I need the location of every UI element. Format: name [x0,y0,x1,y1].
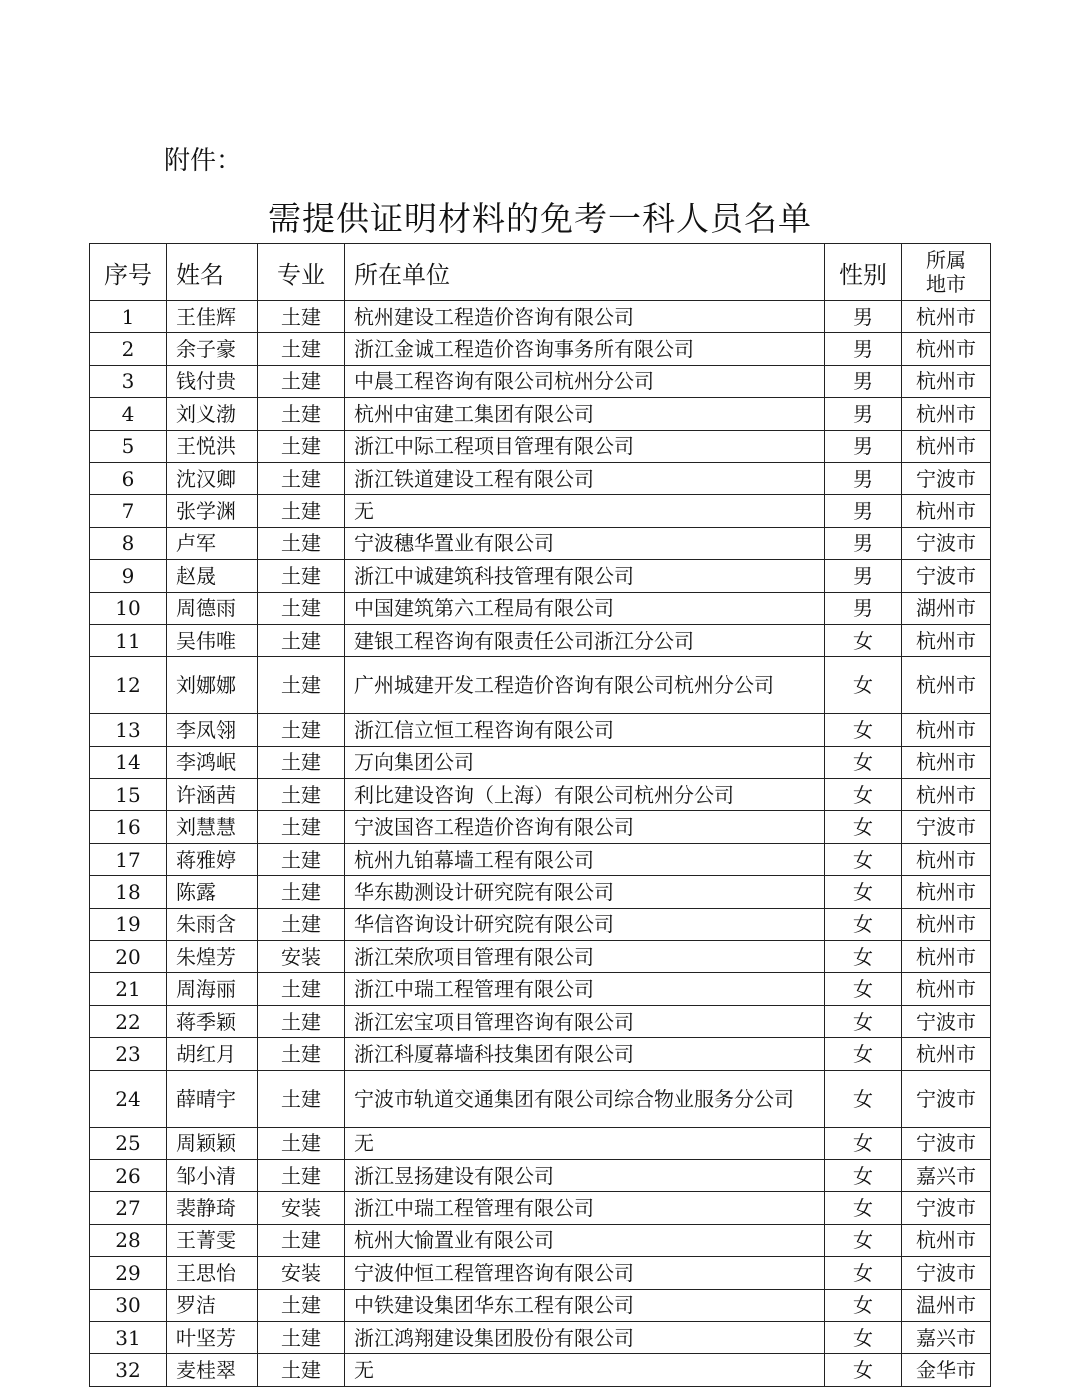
cell-no: 30 [90,1289,167,1321]
table-row [90,301,991,333]
cell-gender: 女 [825,1224,902,1256]
cell-region: 杭州市 [902,1224,991,1256]
cell-major: 土建 [258,301,345,333]
cell-no: 22 [90,1005,167,1037]
table-row [90,1070,991,1127]
cell-major: 土建 [258,365,345,397]
cell-unit: 浙江中际工程项目管理有限公司 [345,430,825,462]
cell-name: 麦桂翠 [167,1354,258,1386]
table-row [90,365,991,397]
cell-name: 叶坚芳 [167,1321,258,1353]
cell-unit: 浙江中瑞工程管理有限公司 [345,973,825,1005]
cell-no: 32 [90,1354,167,1386]
cell-no: 16 [90,811,167,843]
cell-major: 安装 [258,1192,345,1224]
cell-name: 王菁雯 [167,1224,258,1256]
cell-gender: 男 [825,301,902,333]
cell-no: 7 [90,495,167,527]
cell-name: 罗洁 [167,1289,258,1321]
table-row [90,1257,991,1289]
cell-major: 土建 [258,1224,345,1256]
cell-unit: 浙江中瑞工程管理有限公司 [345,1192,825,1224]
cell-no: 5 [90,430,167,462]
cell-unit: 无 [345,495,825,527]
cell-no: 8 [90,527,167,559]
cell-unit: 宁波市轨道交通集团有限公司综合物业服务分公司 [345,1070,825,1127]
cell-name: 王佳辉 [167,301,258,333]
cell-major: 土建 [258,1005,345,1037]
cell-name: 钱付贵 [167,365,258,397]
cell-gender: 男 [825,398,902,430]
cell-gender: 女 [825,973,902,1005]
cell-major: 土建 [258,746,345,778]
cell-major: 土建 [258,624,345,656]
table-row [90,1159,991,1191]
table-row [90,527,991,559]
header-region-line1: 所属 [926,248,966,272]
table-row [90,941,991,973]
cell-region: 宁波市 [902,1005,991,1037]
cell-gender: 女 [825,746,902,778]
cell-gender: 女 [825,1038,902,1070]
cell-name: 吴伟唯 [167,624,258,656]
header-name: 姓名 [167,244,258,301]
cell-gender: 女 [825,843,902,875]
table-row [90,876,991,908]
cell-region: 杭州市 [902,301,991,333]
cell-major: 土建 [258,908,345,940]
cell-no: 29 [90,1257,167,1289]
cell-region: 杭州市 [902,624,991,656]
cell-gender: 男 [825,333,902,365]
cell-gender: 女 [825,1127,902,1159]
cell-unit: 杭州建设工程造价咨询有限公司 [345,301,825,333]
cell-no: 13 [90,714,167,746]
cell-no: 28 [90,1224,167,1256]
header-gender: 性别 [825,244,902,301]
cell-major: 土建 [258,779,345,811]
cell-gender: 女 [825,1070,902,1127]
header-region-line2: 地市 [926,272,966,296]
cell-no: 24 [90,1070,167,1127]
cell-major: 土建 [258,1070,345,1127]
cell-no: 18 [90,876,167,908]
header-region [902,244,991,301]
cell-gender: 女 [825,1192,902,1224]
cell-name: 赵晟 [167,560,258,592]
cell-name: 王悦洪 [167,430,258,462]
cell-region: 宁波市 [902,1257,991,1289]
cell-no: 19 [90,908,167,940]
cell-region: 金华市 [902,1354,991,1386]
cell-unit: 万向集团公司 [345,746,825,778]
cell-name: 胡红月 [167,1038,258,1070]
cell-name: 薛晴宇 [167,1070,258,1127]
cell-region: 杭州市 [902,779,991,811]
cell-no: 23 [90,1038,167,1070]
cell-major: 土建 [258,1127,345,1159]
cell-major: 土建 [258,973,345,1005]
cell-major: 土建 [258,592,345,624]
cell-region: 杭州市 [902,843,991,875]
table-row [90,1224,991,1256]
table-row [90,1005,991,1037]
cell-name: 刘义渤 [167,398,258,430]
cell-unit: 浙江铁道建设工程有限公司 [345,462,825,494]
cell-region: 杭州市 [902,876,991,908]
cell-major: 土建 [258,843,345,875]
cell-no: 15 [90,779,167,811]
cell-region: 温州市 [902,1289,991,1321]
cell-gender: 女 [825,624,902,656]
cell-name: 卢军 [167,527,258,559]
cell-gender: 女 [825,714,902,746]
cell-name: 周海丽 [167,973,258,1005]
cell-gender: 男 [825,527,902,559]
cell-unit: 建银工程咨询有限责任公司浙江分公司 [345,624,825,656]
cell-region: 杭州市 [902,398,991,430]
document-title: 需提供证明材料的免考一科人员名单 [268,199,812,238]
cell-region: 杭州市 [902,657,991,714]
cell-name: 陈露 [167,876,258,908]
cell-region: 杭州市 [902,973,991,1005]
cell-unit: 宁波仲恒工程管理咨询有限公司 [345,1257,825,1289]
cell-name: 刘娜娜 [167,657,258,714]
cell-unit: 浙江信立恒工程咨询有限公司 [345,714,825,746]
cell-unit: 无 [345,1354,825,1386]
table-row [90,1289,991,1321]
cell-region: 宁波市 [902,527,991,559]
cell-unit: 中国建筑第六工程局有限公司 [345,592,825,624]
cell-gender: 女 [825,1321,902,1353]
table-row [90,1038,991,1070]
cell-name: 朱煌芳 [167,941,258,973]
cell-name: 沈汉卿 [167,462,258,494]
cell-major: 土建 [258,398,345,430]
cell-name: 邹小清 [167,1159,258,1191]
cell-gender: 男 [825,495,902,527]
cell-region: 杭州市 [902,908,991,940]
table-header-row [90,244,991,301]
cell-region: 杭州市 [902,746,991,778]
cell-unit: 浙江金诚工程造价咨询事务所有限公司 [345,333,825,365]
cell-no: 6 [90,462,167,494]
cell-major: 土建 [258,1038,345,1070]
cell-region: 杭州市 [902,1038,991,1070]
header-no: 序号 [90,244,167,301]
attachment-label: 附件： [164,146,243,176]
cell-name: 李鸿岷 [167,746,258,778]
cell-gender: 女 [825,908,902,940]
cell-region: 杭州市 [902,430,991,462]
cell-no: 11 [90,624,167,656]
cell-name: 周颖颖 [167,1127,258,1159]
cell-no: 12 [90,657,167,714]
table-row [90,462,991,494]
cell-no: 1 [90,301,167,333]
cell-name: 裴静琦 [167,1192,258,1224]
cell-unit: 利比建设咨询（上海）有限公司杭州分公司 [345,779,825,811]
cell-no: 17 [90,843,167,875]
table-row [90,714,991,746]
cell-major: 土建 [258,430,345,462]
cell-major: 土建 [258,333,345,365]
cell-region: 杭州市 [902,495,991,527]
cell-gender: 女 [825,1159,902,1191]
cell-major: 土建 [258,495,345,527]
table-row [90,1127,991,1159]
cell-unit: 杭州中宙建工集团有限公司 [345,398,825,430]
cell-unit: 浙江昱扬建设有限公司 [345,1159,825,1191]
cell-major: 安装 [258,1257,345,1289]
cell-unit: 浙江中诚建筑科技管理有限公司 [345,560,825,592]
table-row [90,1192,991,1224]
cell-region: 嘉兴市 [902,1159,991,1191]
cell-gender: 女 [825,779,902,811]
cell-name: 余子豪 [167,333,258,365]
cell-region: 宁波市 [902,1070,991,1127]
cell-no: 3 [90,365,167,397]
table-row [90,1354,991,1386]
cell-no: 21 [90,973,167,1005]
cell-region: 宁波市 [902,811,991,843]
cell-unit: 华信咨询设计研究院有限公司 [345,908,825,940]
table-row [90,657,991,714]
cell-gender: 男 [825,430,902,462]
table-row [90,398,991,430]
cell-unit: 中铁建设集团华东工程有限公司 [345,1289,825,1321]
cell-region: 嘉兴市 [902,1321,991,1353]
table-row [90,430,991,462]
cell-no: 10 [90,592,167,624]
table-row [90,592,991,624]
cell-major: 土建 [258,1289,345,1321]
cell-no: 4 [90,398,167,430]
cell-major: 土建 [258,714,345,746]
cell-unit: 宁波国咨工程造价咨询有限公司 [345,811,825,843]
cell-gender: 男 [825,365,902,397]
cell-unit: 无 [345,1127,825,1159]
cell-gender: 男 [825,592,902,624]
cell-name: 王思怡 [167,1257,258,1289]
cell-region: 杭州市 [902,714,991,746]
cell-gender: 女 [825,1289,902,1321]
cell-region: 宁波市 [902,1127,991,1159]
cell-unit: 浙江科厦幕墙科技集团有限公司 [345,1038,825,1070]
cell-unit: 中晨工程咨询有限公司杭州分公司 [345,365,825,397]
cell-gender: 男 [825,462,902,494]
header-unit: 所在单位 [345,244,825,301]
cell-no: 20 [90,941,167,973]
table-row [90,779,991,811]
personnel-table [89,243,991,1387]
cell-name: 蒋季颖 [167,1005,258,1037]
cell-major: 土建 [258,657,345,714]
cell-unit: 浙江宏宝项目管理咨询有限公司 [345,1005,825,1037]
cell-name: 许涵茜 [167,779,258,811]
cell-gender: 女 [825,876,902,908]
cell-region: 杭州市 [902,365,991,397]
cell-region: 湖州市 [902,592,991,624]
header-major: 专业 [258,244,345,301]
cell-major: 安装 [258,941,345,973]
cell-no: 9 [90,560,167,592]
cell-unit: 浙江荣欣项目管理有限公司 [345,941,825,973]
cell-unit: 宁波穗华置业有限公司 [345,527,825,559]
cell-no: 14 [90,746,167,778]
cell-region: 宁波市 [902,462,991,494]
cell-name: 朱雨含 [167,908,258,940]
cell-no: 27 [90,1192,167,1224]
cell-gender: 女 [825,1354,902,1386]
cell-major: 土建 [258,811,345,843]
cell-no: 25 [90,1127,167,1159]
cell-region: 杭州市 [902,333,991,365]
cell-unit: 杭州大愉置业有限公司 [345,1224,825,1256]
cell-major: 土建 [258,527,345,559]
cell-name: 张学渊 [167,495,258,527]
cell-unit: 广州城建开发工程造价咨询有限公司杭州分公司 [345,657,825,714]
table-row [90,746,991,778]
table-row [90,843,991,875]
table-body [90,301,991,1387]
cell-no: 26 [90,1159,167,1191]
cell-major: 土建 [258,1159,345,1191]
table-row [90,495,991,527]
table-row [90,908,991,940]
table-row [90,1321,991,1353]
cell-unit: 杭州九铂幕墙工程有限公司 [345,843,825,875]
cell-region: 宁波市 [902,560,991,592]
table-row [90,333,991,365]
cell-gender: 女 [825,811,902,843]
cell-no: 2 [90,333,167,365]
cell-no: 31 [90,1321,167,1353]
table-row [90,560,991,592]
cell-major: 土建 [258,1354,345,1386]
cell-name: 李凤翎 [167,714,258,746]
cell-gender: 男 [825,560,902,592]
cell-gender: 女 [825,657,902,714]
table-row [90,811,991,843]
cell-region: 宁波市 [902,1192,991,1224]
cell-gender: 女 [825,1005,902,1037]
cell-name: 刘慧慧 [167,811,258,843]
table-row [90,624,991,656]
cell-major: 土建 [258,876,345,908]
cell-major: 土建 [258,462,345,494]
table-row [90,973,991,1005]
cell-name: 蒋雅婷 [167,843,258,875]
cell-gender: 女 [825,1257,902,1289]
cell-major: 土建 [258,1321,345,1353]
cell-name: 周德雨 [167,592,258,624]
cell-major: 土建 [258,560,345,592]
cell-unit: 浙江鸿翔建设集团股份有限公司 [345,1321,825,1353]
cell-unit: 华东勘测设计研究院有限公司 [345,876,825,908]
cell-region: 杭州市 [902,941,991,973]
cell-gender: 女 [825,941,902,973]
